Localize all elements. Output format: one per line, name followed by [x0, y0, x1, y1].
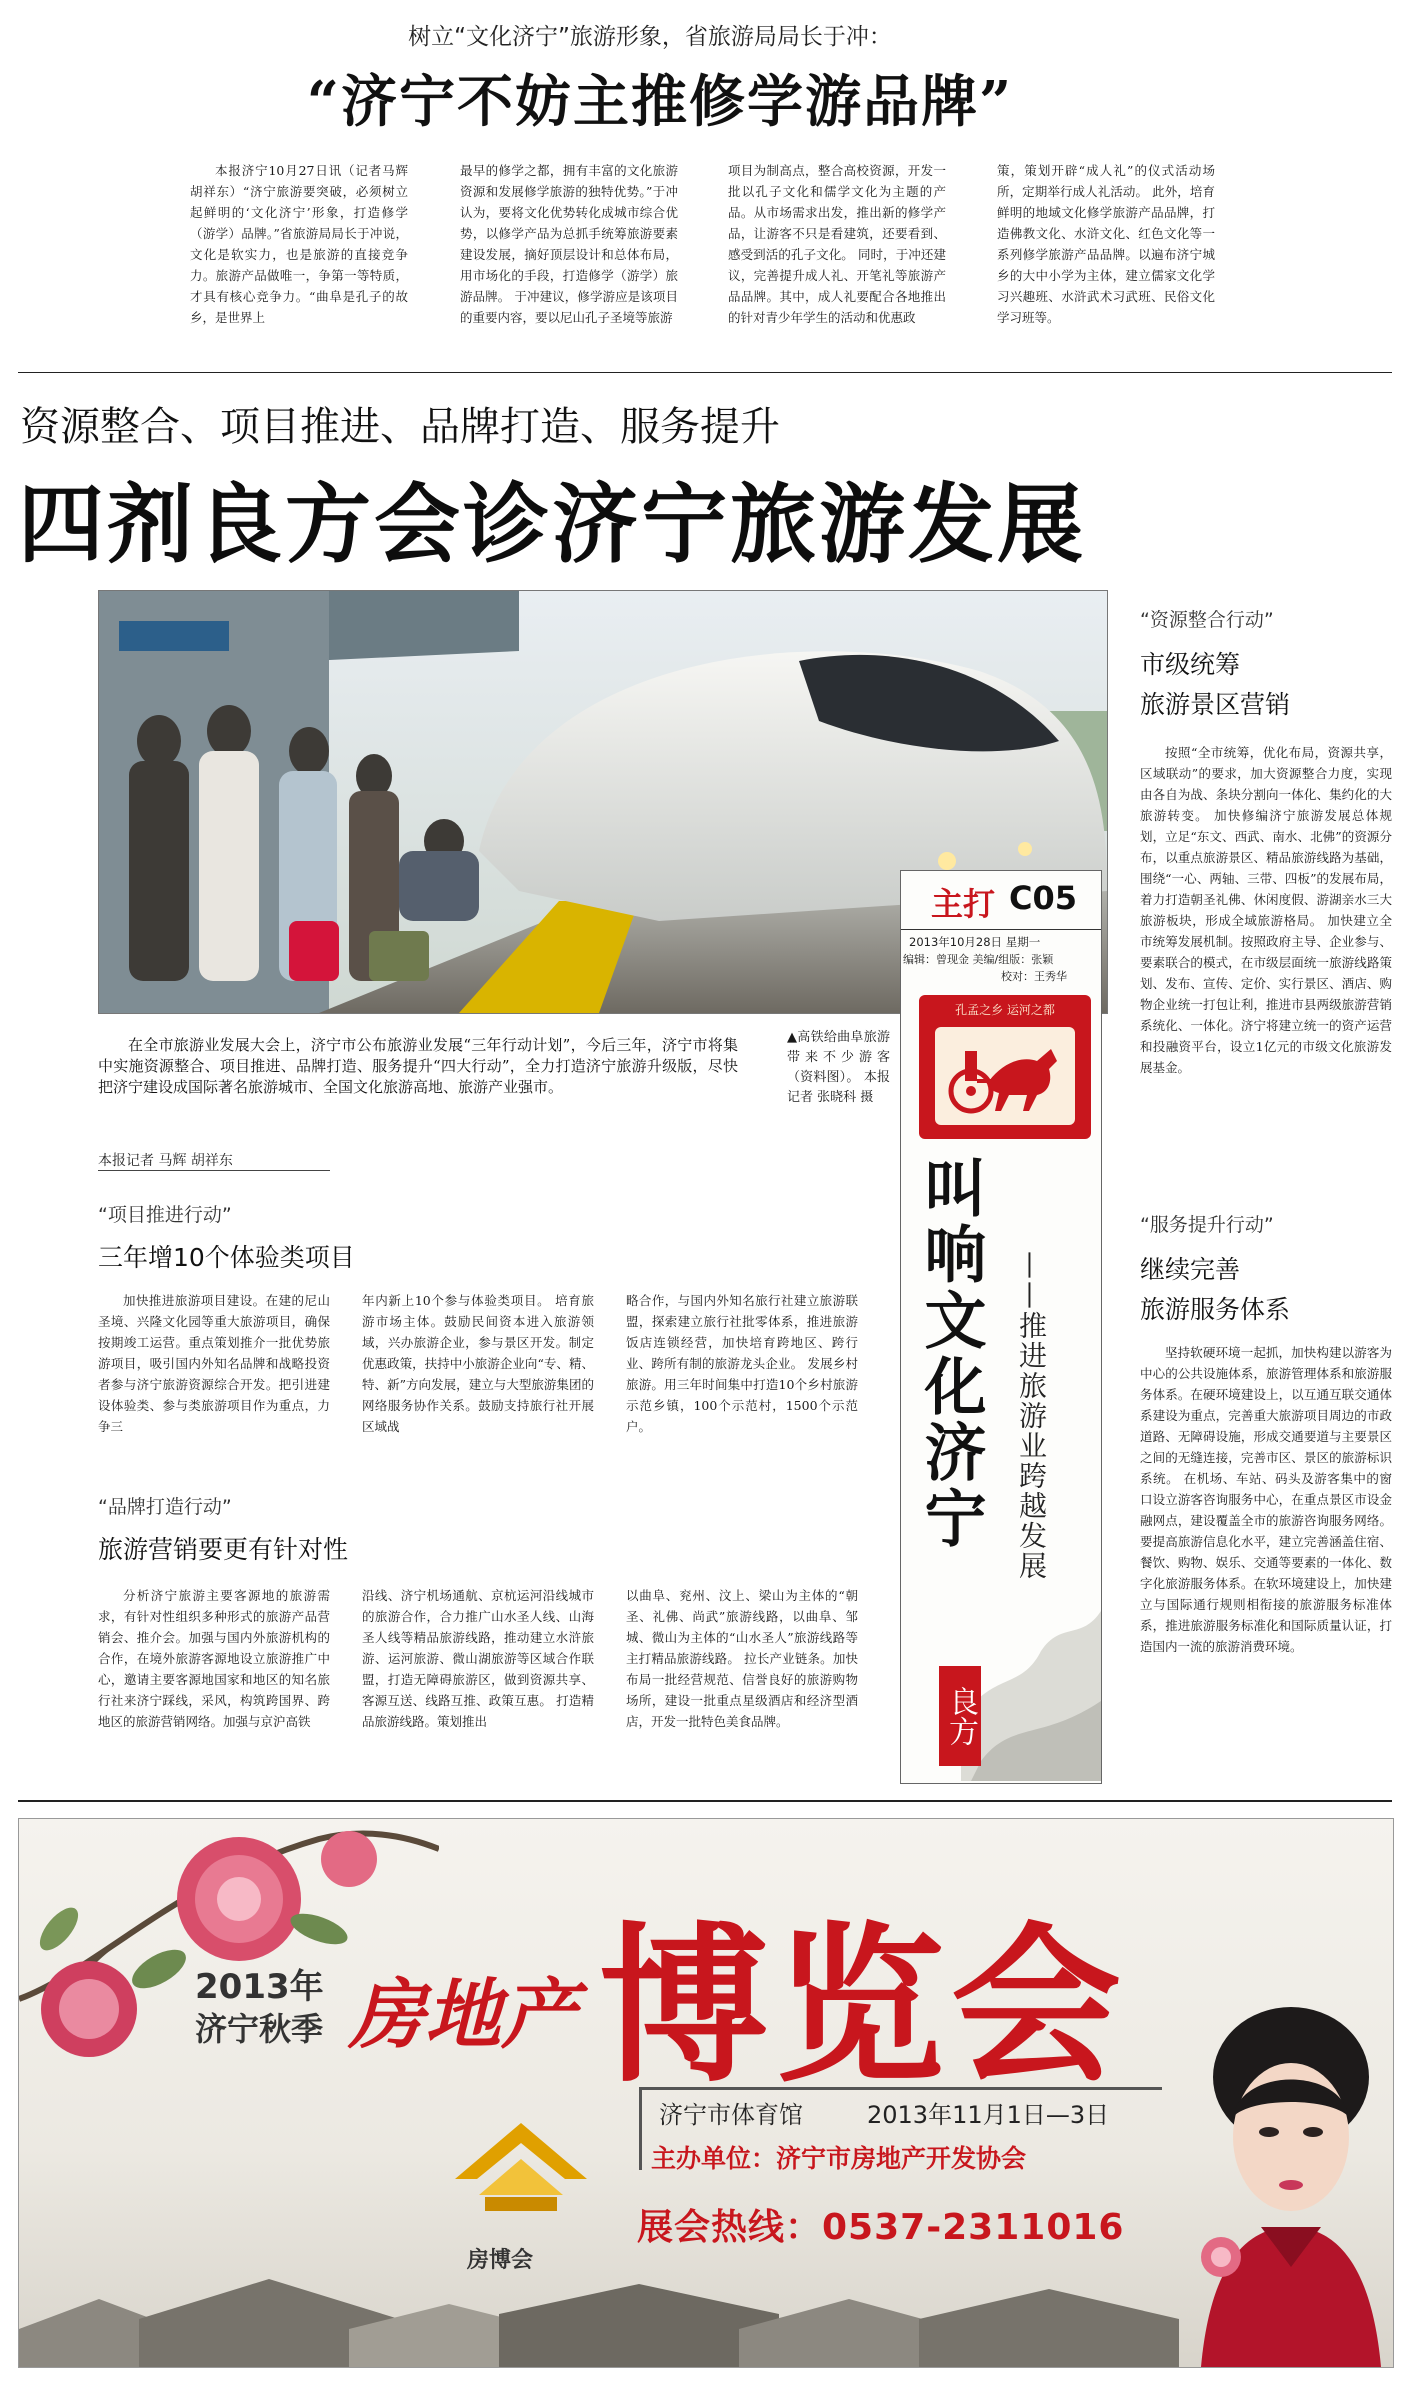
ad-divider	[18, 1800, 1392, 1802]
sidebar-box	[900, 870, 1102, 1784]
main-subhead: 资源整合、项目推进、品牌打造、服务提升	[20, 404, 780, 450]
section-label-project: “项目推进行动”	[98, 1204, 232, 1226]
proof-line: 校对：王秀华	[1001, 970, 1067, 983]
top-column-2: 最早的修学之都，拥有丰富的文化旅游资源和发展修学旅游的独特优势。”于冲认为，要将文化优势转化成城市综合优势，以修学产品为总抓手统筹旅游要素建设发展，摘好顶层设计和总体布局，用市场化的手段，打造修学（游学）旅游品牌。 于冲建议，修学游应是该项目的重要内容，要以尼山孔子圣境等旅游	[460, 163, 678, 325]
main-byline: 本报记者 马辉 胡祥东	[98, 1153, 233, 1169]
photo-caption: ▲高铁给曲阜旅游带来不少游客（资料图）。 本报记者 张晓科 摄	[787, 1030, 890, 1105]
top-kicker: 树立“文化济宁”旅游形象，省旅游局局长于冲：	[408, 24, 892, 50]
seal-text: 孔孟之乡 运河之都	[955, 1003, 1055, 1017]
top-column-3: 项目为制高点，整合高校资源，开发一批以孔子文化和儒学文化为主题的产品。从市场需求出发，推出新的修学产品，让游客不只是看建筑，还要看到、感受到活的孔子文化。 同时，于冲还建议，完善提升成人礼、开笔礼等旅游产品品牌。其中，成人礼要配合各地推出的针对青少年学生的活动和优惠政	[728, 163, 946, 325]
brand-column-1: 分析济宁旅游主要客源地的旅游需求，有针对性组织多种形式的旅游产品营销会、推介会。加强与国内外旅游机构的合作，在境外旅游客源地设立旅游推广中心，邀请主要客源地国家和地区的知名旅行社来济宁踩线，采风，构筑跨国界、跨地区的旅游营销网络。加强与京沪高铁	[98, 1588, 330, 1729]
ad-hotline: 展会热线：0537-2311016	[637, 2207, 1125, 2248]
main-headline: 四剂良方会诊济宁旅游发展	[18, 475, 1086, 575]
calligraphy-text: 叫响文化济宁	[914, 1156, 987, 1552]
stamp-text: 良方	[943, 1686, 978, 1746]
top-headline: “济宁不妨主推修学游品牌”	[306, 69, 1014, 135]
section-title-service-1: 继续完善	[1140, 1255, 1241, 1284]
woman-portrait-image	[1181, 2007, 1393, 2367]
ad-house-label: 房地产	[349, 1970, 577, 2059]
ad-organizer: 主办单位：济宁市房地产开发协会	[651, 2144, 1027, 2173]
section-title-project: 三年增10个体验类项目	[98, 1243, 355, 1272]
sidebar-rule	[901, 929, 1101, 930]
page-number: C05	[1009, 879, 1078, 917]
top-column-1: 本报济宁10月27日讯（记者马辉 胡祥东）“济宁旅游要突破，必须树立起鲜明的‘文化济宁’形象，打造修学（游学）品牌。”省旅游局局长于冲说，文化是软实力，也是旅游的直接竞争力。旅游产品做唯一，争第一等特质，才具有核心竞争力。“曲阜是孔子的故乡，是世界上	[190, 163, 408, 325]
ad-dates: 2013年11月1日—3日	[867, 2101, 1110, 2129]
byline-rule	[98, 1170, 330, 1171]
chariot-horse-icon	[929, 1021, 1081, 1131]
section-title-service-2: 旅游服务体系	[1140, 1295, 1291, 1324]
ad-year: 2013年	[195, 1967, 324, 2007]
section-label-service: “服务提升行动”	[1140, 1214, 1274, 1236]
project-column-1: 加快推进旅游项目建设。在建的尼山圣境、兴隆文化园等重大旅游项目，确保按期竣工运营。重点策划推介一批优势旅游项目，吸引国内外知名品牌和战略投资者参与济宁旅游资源综合开发。把引进建设体验类、参与类旅游项目作为重点，力争三	[98, 1293, 330, 1434]
top-column-4: 策，策划开辟“成人礼”的仪式活动场所，定期举行成人礼活动。 此外，培育鲜明的地域文化修学旅游产品品牌，打造佛教文化、水浒文化、红色文化等一系列修学旅游产品品牌。以遍布济宁城乡的大中小学为主体，建立儒家文化学习兴趣班、水浒武术习武班、民俗文化学习班等。	[997, 163, 1215, 325]
brand-column-3: 以曲阜、兖州、汶上、梁山为主体的“朝圣、礼佛、尚武”旅游线路，以曲阜、邹城、微山为主体的“山水圣人”旅游线路等主打精品旅游线路。 拉长产业链条。加快布局一批经营规范、信誉良好的旅游购物场所，建设一批重点星级酒店和经济型酒店，开发一批特色美食品牌。	[626, 1588, 858, 1729]
section-title-brand: 旅游营销要更有针对性	[98, 1535, 349, 1564]
section-title-resource-2: 旅游景区营销	[1140, 690, 1291, 719]
top-divider	[18, 372, 1392, 373]
seal-logo	[919, 995, 1091, 1139]
house-expo-logo-icon	[451, 2119, 591, 2229]
project-column-2: 年内新上10个参与体验类项目。 培育旅游市场主体。鼓励民间资本进入旅游领域，兴办旅游企业，参与景区开发。制定优惠政策，扶持中小旅游企业向“专、精、特、新”方向发展，建立与大型旅游集团的网络服务协作关系。鼓励支持旅行社开展区域战	[362, 1293, 594, 1434]
project-column-3: 略合作，与国内外知名旅行社建立旅游联盟，探索建立旅行社批零体系，推进旅游饭店连锁经营，加快培育跨地区、跨行业、跨所有制的旅游龙头企业。 发展乡村旅游。用三年时间集中打造10个乡村旅游示范乡镇，100个示范村，1500个示范户。	[626, 1293, 858, 1434]
date-line: 2013年10月28日 星期一	[909, 935, 1041, 949]
section-label-resource: “资源整合行动”	[1140, 609, 1274, 631]
ad-logo-label: 房博会	[467, 2248, 534, 2273]
ad-season: 济宁秋季	[195, 2010, 324, 2048]
section-label-brand: “品牌打造行动”	[98, 1496, 232, 1518]
ad-expo-title: 博览会	[599, 1906, 1128, 2106]
column-name: 主打	[931, 885, 996, 923]
service-text: 坚持软硬环境一起抓，加快构建以游客为中心的公共设施体系，旅游管理体系和旅游服务体系。在硬环境建设上，以互通互联交通体系建设为重点，完善重大旅游项目周边的市政道路、无障碍设施，形成交通要道与主要景区之间的无缝连接，完善市区、景区的旅游标识系统。 在机场、车站、码头及游客集中的窗口设立游客咨询服务中心，在重点景区市设金融网点，建设覆盖全市的旅游咨询服务网络。 要提高旅游信息化水平，建立完善涵盖住宿、餐饮、购物、娱乐、交通等要素的一体化、数字化旅游服务体系。在软环境建设上，加快建立与国际通行规则相衔接的旅游服务标准体系，推进旅游服务标准化和国际质量认证，打造国内一流的旅游消费环境。	[1140, 1345, 1392, 1654]
ink-landscape-decoration	[961, 1571, 1101, 1781]
ad-venue: 济宁市体育馆	[659, 2101, 803, 2129]
stamp-badge	[939, 1666, 981, 1766]
brand-column-2: 沿线、济宁机场通航、京杭运河沿线城市的旅游合作，合力推广山水圣人线、山海圣人线等精品旅游线路，推动建立水浒旅游、运河旅游、微山湖旅游等区域合作联盟，打造无障碍旅游区，做到资源共享、客源互送、线路互推、政策互惠。 打造精品旅游线路。策划推出	[362, 1588, 594, 1729]
side-subtitle-text: ——推进旅游业跨越发展	[1015, 1251, 1048, 1581]
editor-line: 编辑：曾现金 美编/组版：张颖	[903, 953, 1054, 966]
section-title-resource-1: 市级统筹	[1140, 650, 1241, 679]
expo-advertisement	[18, 1818, 1394, 2368]
ink-rooftops-decoration	[19, 2259, 1179, 2367]
resource-text: 按照“全市统筹，优化布局，资源共享，区域联动”的要求，加大资源整合力度，实现由各自为战、条块分割向一体化、集约化的大旅游转变。 加快修编济宁旅游发展总体规划，立足“东文、西武、南水、北佛”的资源分布，以重点旅游景区、精品旅游线路为基础，围绕“一心、两轴、三带、四板”的发展布局，着力打造朝圣礼佛、休闲度假、游湖亲水三大旅游板块，形成全域旅游格局。 加快建立全市统筹发展机制。按照政府主导、企业参与、要素联合的模式，在市级层面统一旅游线路策划、发布、宣传、定价、实行景区、酒店、购物企业统一打包让利，推进市县两级旅游营销系统化、一体化。济宁将建立统一的资产运营和投融资平台，设立1亿元的市级文化旅游发展基金。	[1140, 745, 1392, 1075]
main-lead: 在全市旅游业发展大会上，济宁市公布旅游业发展“三年行动计划”，今后三年，济宁市将集中实施资源整合、项目推进、品牌打造、服务提升“四大行动”，全力打造济宁旅游升级版，尽快把济宁建设成国际著名旅游城市、全国文化旅游高地、旅游产业强市。	[98, 1036, 738, 1096]
